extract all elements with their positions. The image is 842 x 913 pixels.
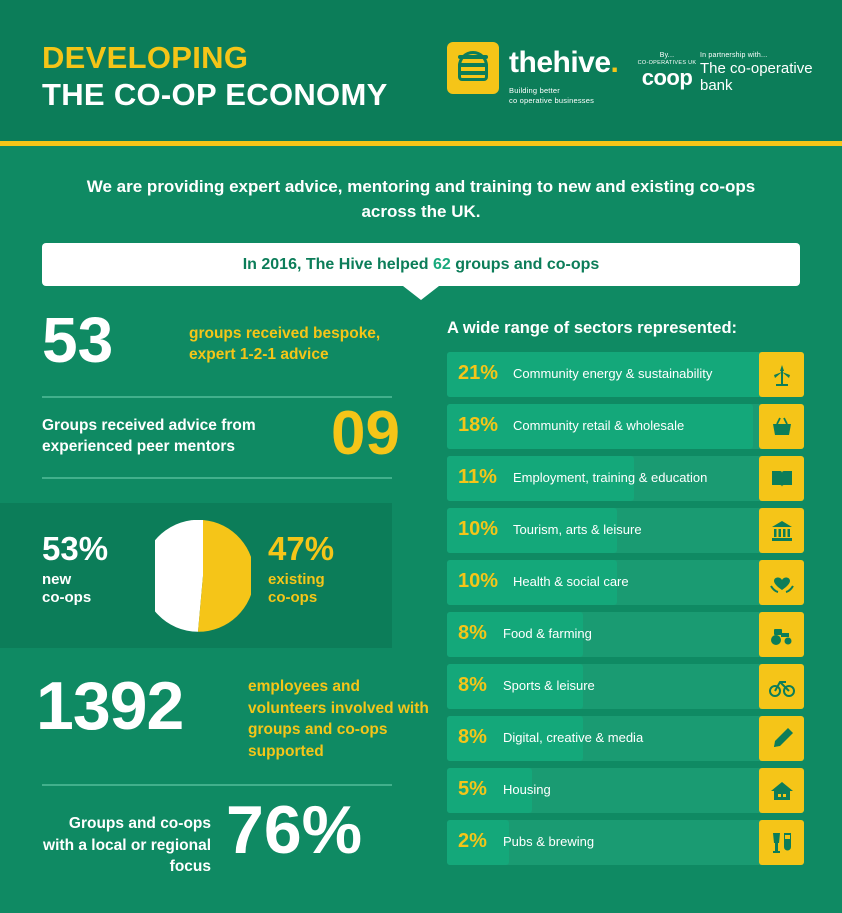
hive-mark-icon [447, 42, 499, 94]
caring-hands-icon [759, 560, 804, 605]
banner-suffix: groups and co-ops [450, 255, 600, 273]
pencil-icon [759, 716, 804, 761]
pie-existing-label-line-1: existing [268, 571, 325, 588]
sector-label: Sports & leisure [503, 678, 595, 693]
pie-new-percent: 53% [42, 530, 109, 567]
sector-row [447, 508, 804, 553]
divider-1 [42, 396, 392, 398]
sector-percentage: 11% [458, 466, 497, 488]
hive-wordmark-dot: . [610, 46, 619, 79]
sector-row [447, 352, 804, 397]
hive-wordmark [509, 46, 618, 80]
sector-percentage: 21% [458, 362, 499, 384]
sector-label: Digital, creative & media [503, 730, 644, 745]
header-divider [0, 141, 842, 146]
the-hive-logo [447, 42, 627, 112]
page-title [42, 40, 388, 113]
sectors-bar-chart [447, 352, 804, 872]
hive-wordmark-text: thehive [509, 46, 611, 79]
coop-bank-line-1: The co-operative [700, 60, 813, 77]
sector-label: Community energy & sustainability [513, 366, 713, 381]
sector-percentage: 10% [458, 518, 499, 540]
shopping-basket-icon [759, 404, 804, 449]
wind-turbine-icon [759, 352, 804, 397]
cooperatives-uk-logo [636, 52, 698, 89]
coop-uk-by-label: By... [659, 52, 675, 59]
pie-new-label [42, 571, 152, 607]
highlight-banner-text [243, 256, 600, 274]
coop-bank-line-2: bank [700, 76, 733, 94]
pie-existing-label-line-2: co-ops [268, 589, 318, 606]
banner-number: 62 [433, 255, 451, 273]
sector-percentage: 2% [458, 830, 487, 852]
hive-bar-2 [458, 63, 488, 67]
coop-uk-wordmark: coop [641, 65, 693, 90]
pie-new-label-line-2: co-ops [42, 589, 92, 606]
pie-existing-label [268, 571, 388, 607]
sector-label: Food & farming [503, 626, 592, 641]
sector-row [447, 560, 804, 605]
sector-row [447, 820, 804, 865]
tractor-icon [759, 612, 804, 657]
hive-tagline-line-2: co operative businesses [509, 96, 595, 106]
pie-chart-svg [155, 520, 251, 632]
open-book-icon [759, 456, 804, 501]
hive-bar-1 [458, 55, 488, 59]
coop-bank-partner-label: In partnership with... [700, 52, 768, 59]
stat-peer-mentors-label: Groups received advice from experienced peer mentors [42, 417, 256, 455]
house-icon [759, 768, 804, 813]
new-vs-existing-pie-chart [155, 520, 251, 632]
divider-2 [42, 477, 392, 479]
divider-3 [42, 784, 392, 786]
sectors-chart-title: A wide range of sectors represented: [447, 319, 738, 337]
pie-legend-existing [268, 532, 388, 607]
stat-peer-mentors-value: 09 [331, 399, 400, 468]
sector-row [447, 612, 804, 657]
new-vs-existing-panel [0, 503, 392, 648]
stat-bespoke-advice [42, 304, 422, 392]
pie-slice-new [155, 520, 203, 632]
sector-row [447, 768, 804, 813]
co-operative-bank-logo [700, 52, 813, 94]
pie-slice-existing [198, 520, 251, 632]
stat-bespoke-label: groups received bespoke, expert 1-2-1 advice [189, 325, 381, 363]
pie-new-label-line-1: new [42, 571, 72, 588]
sector-percentage: 5% [458, 778, 487, 800]
sector-percentage: 8% [458, 622, 487, 644]
museum-icon [759, 508, 804, 553]
stat-employees-value: 1392 [36, 668, 184, 744]
sector-label: Employment, training & education [513, 470, 708, 485]
title-line-2: THE CO-OP ECONOMY [42, 76, 388, 112]
sector-row [447, 456, 804, 501]
stat-bespoke-value: 53 [42, 304, 114, 376]
sector-label: Community retail & wholesale [513, 418, 685, 433]
hive-bar-3 [458, 71, 488, 75]
banner-pointer [403, 286, 439, 300]
sector-percentage: 10% [458, 570, 499, 592]
sector-percentage: 8% [458, 726, 487, 748]
sector-row [447, 664, 804, 709]
sector-percentage: 8% [458, 674, 487, 696]
sector-label: Pubs & brewing [503, 834, 595, 849]
stat-peer-mentors [42, 399, 422, 474]
banner-prefix: In 2016, The Hive helped [242, 255, 434, 273]
drinks-icon [759, 820, 804, 865]
sector-row [447, 716, 804, 761]
pie-existing-percent: 47% [268, 530, 335, 567]
intro-text: We are providing expert advice, mentoring and training to new and existing co-ops across the UK. [86, 177, 756, 221]
stat-employees-label: employees and volunteers involved with groups and co-ops supported [248, 678, 429, 761]
stat-local-focus-label: Groups and co-ops with a local or regional focus [43, 815, 211, 876]
sector-row [447, 404, 804, 449]
pie-legend-new [42, 532, 152, 607]
title-line-1: DEVELOPING [42, 40, 249, 75]
stat-local-focus-value: 76% [226, 792, 363, 868]
coop-uk-small-label: CO-OPERATIVES UK [637, 60, 697, 66]
bicycle-icon [759, 664, 804, 709]
hive-tagline-line-1: Building better [509, 86, 560, 95]
hive-tagline [509, 86, 594, 106]
highlight-banner [42, 243, 800, 286]
sector-label: Tourism, arts & leisure [513, 522, 642, 537]
header [0, 0, 842, 141]
sector-label: Housing [503, 782, 551, 797]
sector-percentage: 18% [458, 414, 499, 436]
sector-label: Health & social care [513, 574, 629, 589]
